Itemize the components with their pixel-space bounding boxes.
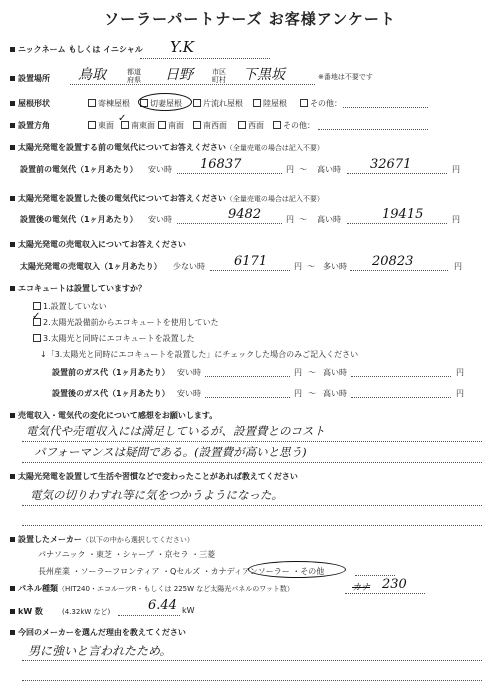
location-city[interactable]: 日野 <box>165 67 193 83</box>
direction-row <box>10 120 50 131</box>
after-high-underline <box>347 223 447 224</box>
roof-option-label: 陸屋根 <box>263 99 287 108</box>
ecocute-question-label: エコキュートは設置していますか？ <box>18 284 146 293</box>
panel-note: （HIT240・エコルーツR・もしくは 225W など太陽光パネルのワット数） <box>58 585 294 593</box>
gas-after-yen-1: 円 <box>294 389 302 398</box>
reason-question <box>10 627 186 638</box>
gas-before-sep: ～ <box>308 368 316 377</box>
gas-after-high-input[interactable] <box>351 397 451 398</box>
bullet-icon <box>10 196 15 201</box>
kw-note: (4.32kW など) <box>62 608 111 616</box>
checkmark-icon: ✓ <box>32 311 41 322</box>
before-question <box>10 142 324 153</box>
bullet-icon <box>10 586 15 591</box>
city-suffix: 市区町村 <box>212 68 226 84</box>
sell-low-label: 少ない時 <box>173 262 205 271</box>
direction-option-0[interactable] <box>88 120 114 131</box>
panel-underline <box>345 593 425 594</box>
checkbox-icon <box>158 121 166 129</box>
ecocute-note: ↓「3.太陽光と同時にエコキュートを設置した」にチェックした場合のみご記入ください <box>40 350 359 359</box>
direction-option-label: 南東面 <box>131 121 155 130</box>
sell-yen-1: 円 <box>294 262 302 271</box>
bullet-icon <box>10 47 15 52</box>
maker-option[interactable]: ・三菱 <box>191 550 216 559</box>
maker-option[interactable]: ・Qセルズ <box>162 567 201 576</box>
nickname-row <box>10 44 143 55</box>
roof-row <box>10 98 50 109</box>
checkbox-icon <box>88 99 96 107</box>
before-yen-1: 円 <box>286 165 294 174</box>
ecocute-option-label: 1.設置していない <box>43 302 107 311</box>
kw-row <box>10 606 43 617</box>
after-sep: ～ <box>299 215 307 224</box>
after-low-label: 安い時 <box>148 215 172 224</box>
reason-rule-1 <box>22 660 482 661</box>
ecocute-option-1[interactable] <box>33 301 107 312</box>
bullet-icon <box>10 413 15 418</box>
location-town[interactable]: 下黒坂 <box>243 67 285 83</box>
checkbox-icon <box>193 99 201 107</box>
panel-struck-text: カナ <box>352 583 371 593</box>
sell-high-label: 多い時 <box>323 262 347 271</box>
before-question-note: （全量売電の場合は記入不要） <box>225 144 324 152</box>
sell-question <box>10 239 186 250</box>
impression-rule-2 <box>22 462 482 463</box>
checkbox-icon <box>238 121 246 129</box>
direction-option-4[interactable] <box>238 120 264 131</box>
maker-question-label: 設置したメーカー <box>18 535 82 544</box>
reason-line-1[interactable]: 男に強いと言われたため。 <box>28 644 172 658</box>
panel-row <box>10 583 294 594</box>
after-question-label: 太陽光発電を設置した後の電気代についてお答えください <box>18 194 226 203</box>
life-question-label: 太陽光発電を設置して生活や習慣などで変わったことがあれば教えてください <box>18 472 298 481</box>
sell-high-underline <box>350 270 448 271</box>
before-yen-2: 円 <box>452 165 460 174</box>
gas-before-yen-1: 円 <box>294 368 302 377</box>
direction-option-label: 東面 <box>98 121 114 130</box>
bullet-icon <box>10 101 15 106</box>
direction-label: 設置方角 <box>18 121 50 130</box>
bullet-icon <box>10 242 15 247</box>
maker-option[interactable]: ・ソーラーフロンティア <box>72 567 160 576</box>
impression-rule-1 <box>22 441 482 442</box>
reason-rule-2 <box>22 680 482 681</box>
before-low-label: 安い時 <box>148 165 172 174</box>
checkbox-icon <box>33 334 41 342</box>
impression-question <box>10 410 217 421</box>
ecocute-option-3[interactable] <box>33 333 195 344</box>
roof-option-label: 片流れ屋根 <box>203 99 243 108</box>
maker-question <box>10 534 194 545</box>
ecocute-question <box>10 283 146 294</box>
panel-label: パネル種類 <box>18 584 58 593</box>
gas-before-high-label: 高い時 <box>323 368 347 377</box>
roof-selection-circle <box>138 93 192 111</box>
after-yen-2: 円 <box>452 215 460 224</box>
sell-sep: ～ <box>307 262 315 271</box>
before-high-value[interactable]: 32671 <box>370 157 412 172</box>
location-underline <box>70 84 315 85</box>
roof-option-0[interactable] <box>88 98 130 109</box>
maker-option[interactable]: ・京セラ <box>156 550 189 559</box>
kw-label: kW 数 <box>18 607 43 616</box>
impression-line-2[interactable]: パフォーマンスは疑問である。(設置費が高いと思う) <box>34 445 307 459</box>
direction-option-5[interactable] <box>273 120 315 131</box>
life-line-1[interactable]: 電気の切りわすれ等に気をつかうようになった。 <box>30 488 283 502</box>
bullet-icon <box>10 630 15 635</box>
life-rule-2 <box>22 525 482 526</box>
after-yen-1: 円 <box>286 215 294 224</box>
direction-option-label: 南面 <box>168 121 184 130</box>
impression-line-1[interactable]: 電気代や売電収入には満足しているが、設置費とのコスト <box>26 424 325 438</box>
roof-label: 屋根形状 <box>18 99 50 108</box>
gas-after-sep: ～ <box>308 389 316 398</box>
maker-option[interactable]: ・その他 <box>292 567 325 576</box>
gas-before-low-label: 安い時 <box>177 368 201 377</box>
roof-option-3[interactable] <box>253 98 287 109</box>
maker-option[interactable]: パナソニック <box>38 550 86 559</box>
ecocute-option-label: 2.太陽光設備前からエコキュートを使用していた <box>43 318 219 327</box>
roof-option-label: 寄棟屋根 <box>98 99 130 108</box>
nickname-value[interactable]: Y.K <box>170 38 194 56</box>
ecocute-option-2[interactable] <box>33 317 219 328</box>
after-question-note: （全量売電の場合は記入不要） <box>225 195 324 203</box>
before-high-underline <box>347 173 447 174</box>
panel-value[interactable]: 230 <box>382 577 407 592</box>
life-rule-1 <box>22 505 482 506</box>
before-sep: ～ <box>299 165 307 174</box>
checkbox-icon <box>273 121 281 129</box>
bullet-icon <box>10 474 15 479</box>
maker-option[interactable]: ・東芝 <box>88 550 112 559</box>
gas-after-low-input[interactable] <box>205 397 290 398</box>
bullet-icon <box>10 145 15 150</box>
location-label: 設置場所 <box>18 74 50 83</box>
survey-title: ソーラーパートナーズ お客様アンケート <box>104 10 396 28</box>
direction-option-label: 西面 <box>248 121 264 130</box>
bullet-icon <box>10 286 15 291</box>
nickname-underline <box>140 58 270 59</box>
checkbox-icon <box>253 99 261 107</box>
before-row-label: 設置前の電気代（1ヶ月あたり） <box>20 165 138 174</box>
checkbox-icon <box>300 99 308 107</box>
sell-low-underline <box>210 270 290 271</box>
life-question <box>10 471 298 482</box>
after-row-label: 設置後の電気代（1ヶ月あたり） <box>20 215 138 224</box>
ecocute-option-label: 3.太陽光と同時にエコキュートを設置した <box>43 334 195 343</box>
roof-other-underline <box>343 107 428 108</box>
gas-after-yen-2: 円 <box>456 389 464 398</box>
maker-option-selected[interactable]: ・カナディアンソーラー <box>202 567 290 576</box>
checkmark-icon: ✓ <box>118 113 127 124</box>
kw-value[interactable]: 6.44 <box>148 598 177 613</box>
bullet-icon <box>10 76 15 81</box>
maker-selection-circle <box>248 561 346 578</box>
gas-before-high-input[interactable] <box>351 376 451 377</box>
checkbox-icon <box>33 302 41 310</box>
after-low-underline <box>177 223 282 224</box>
direction-option-label: その他： <box>283 121 315 130</box>
impression-question-label: 売電収入・電気代の変化について感想をお願いします。 <box>18 411 218 420</box>
gas-before-low-input[interactable] <box>205 376 290 377</box>
makers-row-1 <box>38 549 215 560</box>
checkbox-icon <box>193 121 201 129</box>
after-low-value[interactable]: 9482 <box>228 207 262 222</box>
sell-yen-2: 円 <box>454 262 462 271</box>
maker-option[interactable]: ・シャープ <box>114 550 154 559</box>
sell-high-value[interactable]: 20823 <box>372 254 414 269</box>
gas-after-low-label: 安い時 <box>177 389 201 398</box>
roof-option-4[interactable] <box>300 98 342 109</box>
sell-row-label: 太陽光発電の売電収入（1ヶ月あたり） <box>20 262 162 271</box>
location-pref[interactable]: 鳥取 <box>78 67 106 83</box>
gas-after-high-label: 高い時 <box>323 389 347 398</box>
direction-option-2[interactable] <box>158 120 184 131</box>
before-question-label: 太陽光発電を設置する前の電気代についてお答えください <box>18 143 226 152</box>
maker-other-underline <box>355 575 395 576</box>
bullet-icon <box>10 537 15 542</box>
location-row <box>10 73 50 84</box>
roof-option-2[interactable] <box>193 98 243 109</box>
direction-other-underline <box>318 129 428 130</box>
bullet-icon <box>10 123 15 128</box>
reason-question-label: 今回のメーカーを選んだ理由を教えてください <box>18 628 186 637</box>
sell-low-value[interactable]: 6171 <box>234 254 268 269</box>
location-note: ※番地は不要です <box>318 73 373 81</box>
roof-option-label: 切妻屋根 <box>150 99 182 108</box>
before-low-underline <box>177 173 282 174</box>
bullet-icon <box>10 609 15 614</box>
roof-option-label: その他： <box>310 99 342 108</box>
direction-option-3[interactable] <box>193 120 227 131</box>
gas-before-yen-2: 円 <box>456 368 464 377</box>
pref-suffix: 都道府県 <box>127 68 141 84</box>
before-low-value[interactable]: 16837 <box>200 157 242 172</box>
gas-before-label: 設置前のガス代（1ヶ月あたり） <box>52 368 170 377</box>
checkbox-icon <box>88 121 96 129</box>
maker-question-note: （以下の中から選択してください） <box>81 536 194 544</box>
direction-option-label: 南西面 <box>203 121 227 130</box>
after-high-label: 高い時 <box>317 215 341 224</box>
after-high-value[interactable]: 19415 <box>382 207 424 222</box>
kw-unit: kW <box>182 606 195 615</box>
sell-question-label: 太陽光発電の売電収入についてお答えください <box>18 240 186 249</box>
gas-after-label: 設置後のガス代（1ヶ月あたり） <box>52 389 170 398</box>
maker-option[interactable]: 長州産業 <box>38 567 70 576</box>
kw-underline <box>118 615 180 616</box>
after-question <box>10 193 324 204</box>
before-high-label: 高い時 <box>317 165 341 174</box>
nickname-label: ニックネーム もしくは イニシャル <box>18 45 143 54</box>
